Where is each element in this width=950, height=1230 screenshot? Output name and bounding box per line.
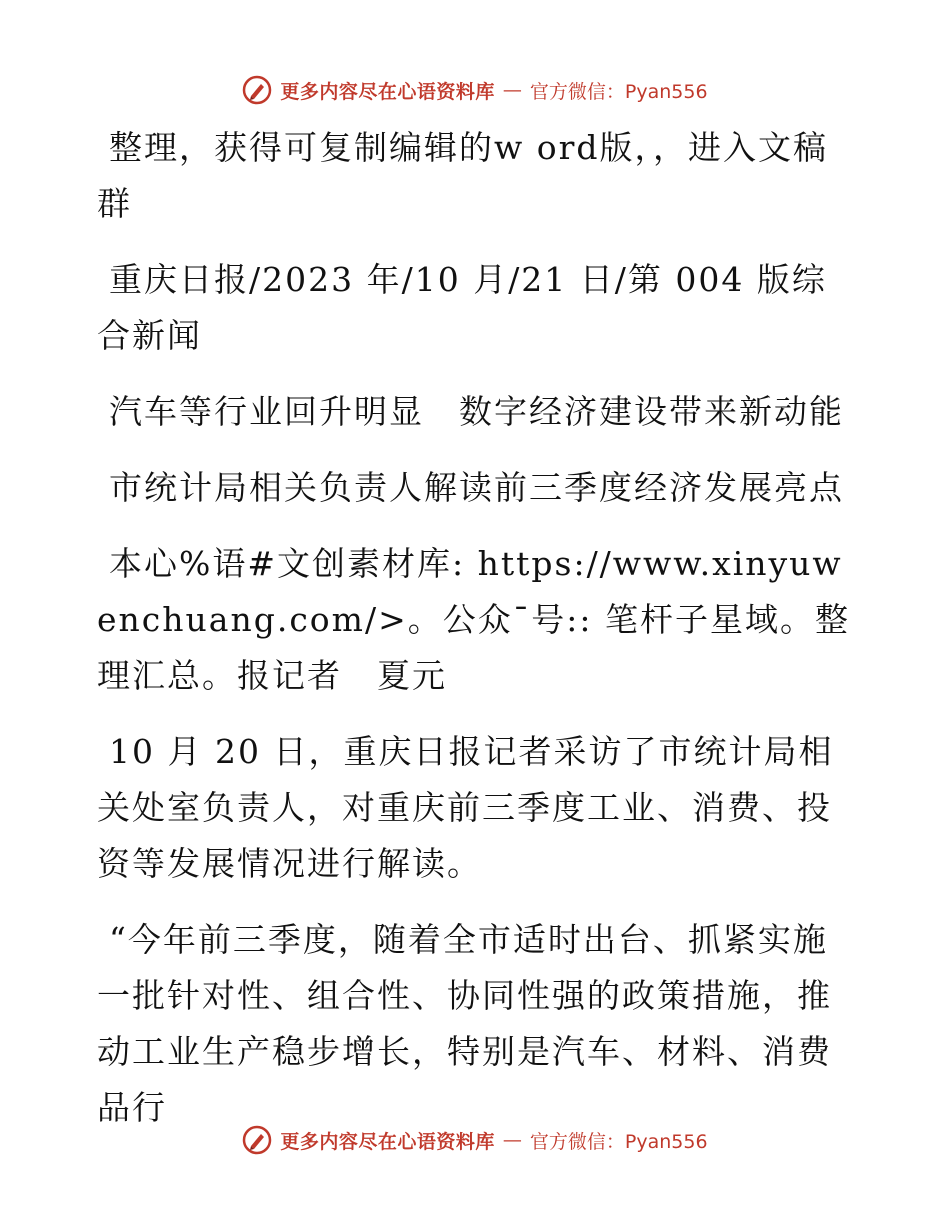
headline-main: 汽车等行业回升明显 数字经济建设带来新动能 — [109, 392, 844, 431]
paragraph-intro: 整理，获得可复制编辑的w ord版，，进入文稿群 — [97, 128, 829, 223]
paragraph-byline: 本心%语#文创素材库: https://www.xinyuwenchuang.com/>。公众¯号:: 笔杆子星域。整理汇总。报记者 夏元 — [97, 544, 850, 695]
paragraph-body-1: 10 月 20 日，重庆日报记者采访了市统计局相关处室负责人，对重庆前三季度工业、消费、投资等发展情况进行解读。 — [97, 732, 834, 883]
header-banner — [0, 70, 950, 110]
banner-separator: — — [502, 1129, 522, 1151]
banner-slogan: 更多内容尽在心语资料库 — [280, 80, 495, 103]
banner-wechat-id: 官方微信：Pyan556 — [529, 1130, 708, 1153]
headline-sub: 市统计局相关负责人解读前三季度经济发展亮点 — [109, 468, 844, 507]
footer-banner — [0, 1120, 950, 1160]
document-body — [97, 120, 852, 1156]
pen-logo-icon — [242, 75, 272, 105]
banner-wechat-id: 官方微信：Pyan556 — [529, 80, 708, 103]
paragraph-source: 重庆日报/2023 年/10 月/21 日/第 004 版综合新闻 — [97, 260, 827, 355]
banner-separator: — — [502, 79, 522, 101]
banner-slogan: 更多内容尽在心语资料库 — [280, 1130, 495, 1153]
paragraph-body-2: “今年前三季度，随着全市适时出台、抓紧实施一批针对性、组合性、协同性强的政策措施，推动工业生产稳步增长，特别是汽车、材料、消费品行 — [97, 920, 832, 1127]
pen-logo-icon — [242, 1125, 272, 1155]
